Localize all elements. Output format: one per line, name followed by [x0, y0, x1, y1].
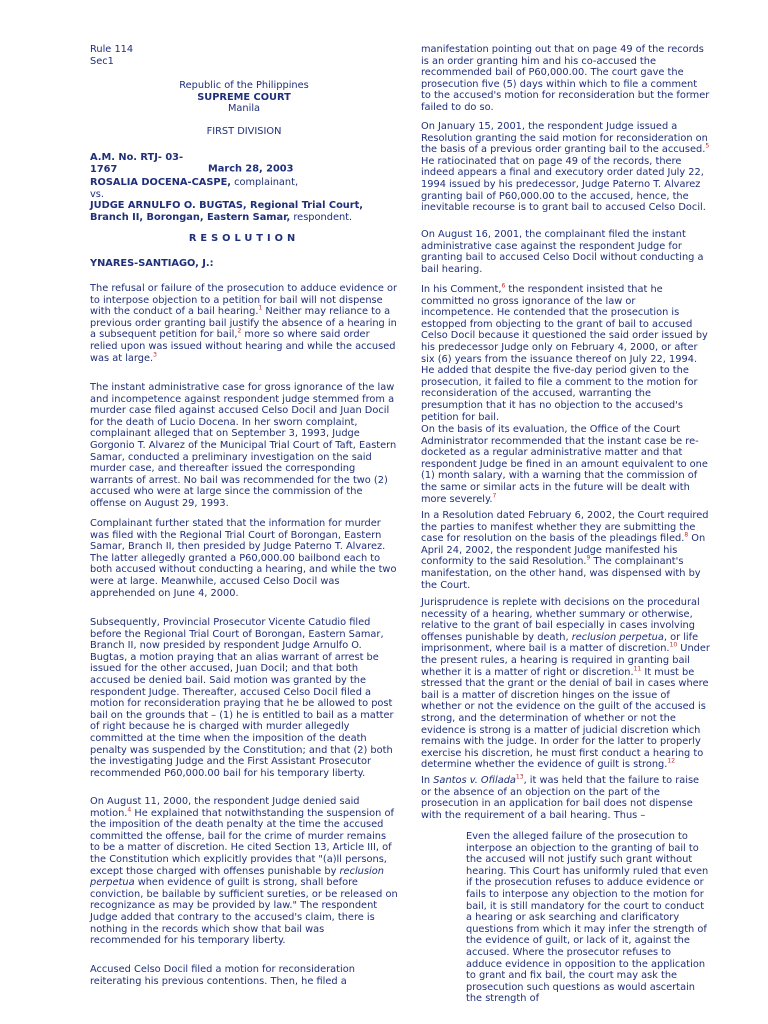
paragraph-r1 [421, 44, 710, 114]
paragraph-6 [90, 964, 398, 987]
r6-text-a: In a Resolution dated February 6, 2002, the Court required the parties to manifest whether they are submitting the case for resolution on the basis of the pleadings filed. [421, 510, 709, 545]
p3-text: Complainant further stated that the information for murder was filed with the Regional Trial Court of Borongan, Eastern Samar, Branch II, then presided by Judge Paterno T. Alvarez. The latter allegedly granted a P60,000.00 bailbond each to both accused without conducting a hearing, and while the two were at large. Meanwhile, accused Celso Docil was apprehended on June 4, 2000. [90, 518, 397, 599]
r2-text-b: He ratiocinated that on page 49 of the records, there indeed appears a final and executory order dated July 22, 1994 issued by his predecessor, Judge Paterno T. Alvarez granting bail of P60,000.00 to the accused, hence, the inevitable recourse is to grant bail to accused Celso Docil. [421, 155, 706, 214]
r2-text-a: On January 15, 2001, the respondent Judge issued a Resolution granting the said motion for reconsideration on the basis of a previous order granting bail to the accused. [421, 121, 708, 156]
paragraph-2 [90, 382, 398, 510]
p1-text-a: The refusal or failure of the prosecution to adduce evidence or to interpose objection to a petition for bail will not dispense with the conduct of a bail hearing. [90, 283, 398, 318]
r6-text-b: On April 24, 2002, the respondent Judge manifested his conformity to the said Resolution. [421, 533, 706, 568]
r1-text: manifestation pointing out that on page 49 of the records is an order granting him and his co-accused the recommended bail of P60,000.00. The court gave the prosecution five (5) days within which to file a comment to the accused's motion for reconsideration but the former failed to do so. [421, 44, 710, 113]
respondent-name: JUDGE ARNULFO O. BUGTAS, Regional Trial Court, Branch II, Borongan, Eastern Samar, [90, 200, 364, 223]
division-label: FIRST DIVISION [206, 126, 282, 137]
paragraph-r2 [421, 121, 710, 214]
footnote-ref[interactable]: 4 [127, 806, 132, 814]
paragraph-5 [90, 796, 398, 947]
footnote-ref[interactable]: 2 [237, 328, 242, 336]
complainant-role: complainant, [231, 177, 299, 188]
footnote-ref[interactable]: 8 [684, 531, 689, 539]
resolution-title: RESOLUTION [188, 233, 300, 244]
rule-label: Rule 114 [90, 44, 134, 55]
r4-text-a: In his Comment, [421, 284, 502, 295]
footnote-ref[interactable]: 12 [667, 758, 676, 766]
court-name: SUPREME COURT [197, 91, 291, 103]
footnote-ref[interactable]: 11 [633, 665, 642, 673]
paragraph-4 [90, 617, 398, 779]
r8-text-c: , it was held that the failure to raise or the absence of an objection on the part of the prosecution in an application for bail does not dispense with the requirement of a bail hearing. Thus – [421, 775, 700, 821]
rule-reference [90, 44, 398, 67]
p6-text: Accused Celso Docil filed a motion for reconsideration reiterating his previous contentions. Then, he filed a [90, 964, 355, 987]
ponente: YNARES-SANTIAGO, J.: [90, 258, 214, 269]
case-date: March 28, 2003 [208, 163, 294, 175]
r7-text-c: , or life imprisonment, where bail is a matter of discretion. [421, 631, 699, 655]
footnote-ref[interactable]: 7 [492, 492, 497, 500]
r8-text-a: In [421, 775, 434, 786]
division-line [90, 126, 398, 138]
quote-text: Even the alleged failure of the prosecution to interpose an objection to the granting of bail to the accused will not justify such grant without hearing. This Court has uniformly ruled that even if the prosecution refuses to adduce evidence or fails to interpose any objection to the motion for bail, it is still mandatory for the court to conduct a hearing or ask searching and clarificatory questions from which it may infer the strength of the evidence of guilt, or lack of it, against the accused. Where the prosecutor refuses to adduce evidence in opposition to the application to grant and fix bail, the court may ask the prosecution such questions as would ascertain the strength of [466, 831, 709, 1005]
republic-line: Republic of the Philippines [179, 80, 309, 91]
parties-block [90, 177, 398, 223]
paragraph-r8 [421, 775, 710, 821]
p2-text: The instant administrative case for gross ignorance of the law and incompetence against respondent judge stemmed from a murder case filed against accused Celso Docil and Juan Docil for the death of Lucio Docena. In her sworn complaint, complainant alleged that on September 3, 1993, Judge Gorgonio T. Alvarez of the Municipal Trial Court of Taft, Eastern Samar, conducted a preliminary investigation on the said murder case, and thereafter issued the corresponding warrants of arrest. No bail was recommended for the two (2) accused who were at large since the commission of the offense on August 29, 1993. [90, 382, 397, 509]
p5-text-b: He explained that notwithstanding the suspension of the imposition of the death penalty at the time the accused committed the offense, bail for the crime of murder remains to be a matter of discretion. He cited Section 13, Article III, of the Constitution which explicitly provides that "(a)ll persons, except those charged with offenses punishable by [90, 807, 394, 877]
case-number: A.M. No. RTJ- 03-1767 [90, 152, 184, 175]
footnote-ref[interactable]: 1 [258, 304, 263, 312]
resolution-title-block [90, 233, 398, 245]
footnote-ref[interactable]: 13 [515, 773, 524, 781]
court-heading [90, 80, 398, 115]
sec-label: Sec1 [90, 55, 114, 67]
p4-text: Subsequently, Provincial Prosecutor Vicente Catudio filed before the Regional Trial Court of Borongan, Eastern Samar, Branch II, now presided by respondent Judge Arnulfo O. Bugtas, a motion praying that an alias warrant of arrest be issued for the other accused, Juan Docil; and that both accused be denied bail. Said motion was granted by the respondent Judge. Thereafter, accused Celso Docil filed a motion for reconsideration praying that he be allowed to post bail on the grounds that – (1) he is entitled to bail as a matter of right because he is charged with murder allegedly committed at the time when the imposition of the death penalty was suspended by the Constitution; and that (2) both the investigating Judge and the First Assistant Prosecutor recommended P60,000.00 bail for his temporary liberty. [90, 617, 394, 779]
versus-label: vs. [90, 188, 105, 200]
r6-text-c: The complainant's manifestation, on the other hand, was dispensed with by the Court. [421, 556, 701, 591]
paragraph-r5 [421, 424, 710, 505]
footnote-ref[interactable]: 5 [705, 142, 710, 150]
p1-text-b: Neither may reliance to a previous order granting bail justify the absence of a hearing in a subsequent petition for bail, [90, 306, 397, 341]
respondent-role: respondent. [290, 211, 353, 223]
paragraph-r3 [421, 229, 710, 275]
footnote-ref[interactable]: 9 [586, 555, 591, 563]
footnote-ref[interactable]: 10 [669, 642, 678, 650]
paragraph-1 [90, 283, 398, 364]
paragraph-3 [90, 518, 398, 599]
r7-italic: reclusion perpetua [571, 631, 664, 643]
footnote-ref[interactable]: 3 [153, 351, 157, 359]
r7-text-a: Jurisprudence is replete with decisions on the procedural necessity of a hearing, whether summary or otherwise, relative to the grant of bail especially in cases involving offenses punishable by death, [421, 597, 700, 643]
p5-text-d: when evidence of guilt is strong, shall before conviction, be bailable by sufficient sureties, or be released on recognizance as may be provided by law." The respondent Judge added that contrary to the accused's claim, there is nothing in the records which show that bail was recommended for his temporary liberty. [90, 877, 398, 947]
r3-text: On August 16, 2001, the complainant filed the instant administrative case against the respondent Judge for granting bail to accused Celso Docil without conducting a bail hearing. [421, 229, 704, 275]
r7-text-e: It must be stressed that the grant or the denial of bail in cases where bail is a matter of discretion hinges on the issue of whether or not the evidence on the guilt of the accused is strong, and the determination of whether or not the evidence is strong is a matter of judicial discretion which remains with the judge. In order for the latter to properly exercise his discretion, he must first conduct a hearing to determine whether the evidence of guilt is strong. [421, 666, 709, 771]
r5-text: On the basis of its evaluation, the Office of the Court Administrator recommended that the instant case be re-docketed as a regular administrative matter and that respondent Judge be fined in an amount equivalent to one (1) month salary, with a warning that the commission of the same or similar acts in the future will be dealt with more severely. [421, 424, 708, 505]
case-citation: Santos v. Ofilada [433, 775, 516, 786]
r7-text-d: Under the present rules, a hearing is required in granting bail whether it is a matter of right or discretion. [421, 643, 710, 678]
p5-italic: reclusion perpetua [90, 865, 384, 889]
ponente-block [90, 258, 398, 270]
case-number-line [90, 152, 398, 175]
court-city: Manila [227, 103, 261, 115]
footnote-ref[interactable]: 6 [501, 282, 506, 290]
p1-text-c: more so where said order relied upon was issued without hearing and while the accused was at large. [90, 329, 396, 364]
complainant-name: ROSALIA DOCENA-CASPE, [90, 177, 232, 188]
paragraph-r7 [421, 597, 710, 771]
p5-text-a: On August 11, 2000, the respondent Judge denied said motion. [90, 796, 360, 819]
r4-text-b: the respondent insisted that he committed no gross ignorance of the law or incompetence. He contended that the prosecution is estopped from objecting to the grant of bail to accused Celso Docil because it questioned the said order issued by his predecessor Judge only on February 4, 2000, or after six (6) years from the issuance thereof on July 22, 1994. He added that despite the five-day period given to the prosecution, it failed to file a comment to the motion for reconsideration of the accused, warranting the presumption that it has no objection to the accused's petition for bail. [421, 284, 708, 423]
paragraph-r4 [421, 284, 710, 423]
paragraph-r6 [421, 510, 710, 591]
block-quote [466, 831, 710, 1005]
